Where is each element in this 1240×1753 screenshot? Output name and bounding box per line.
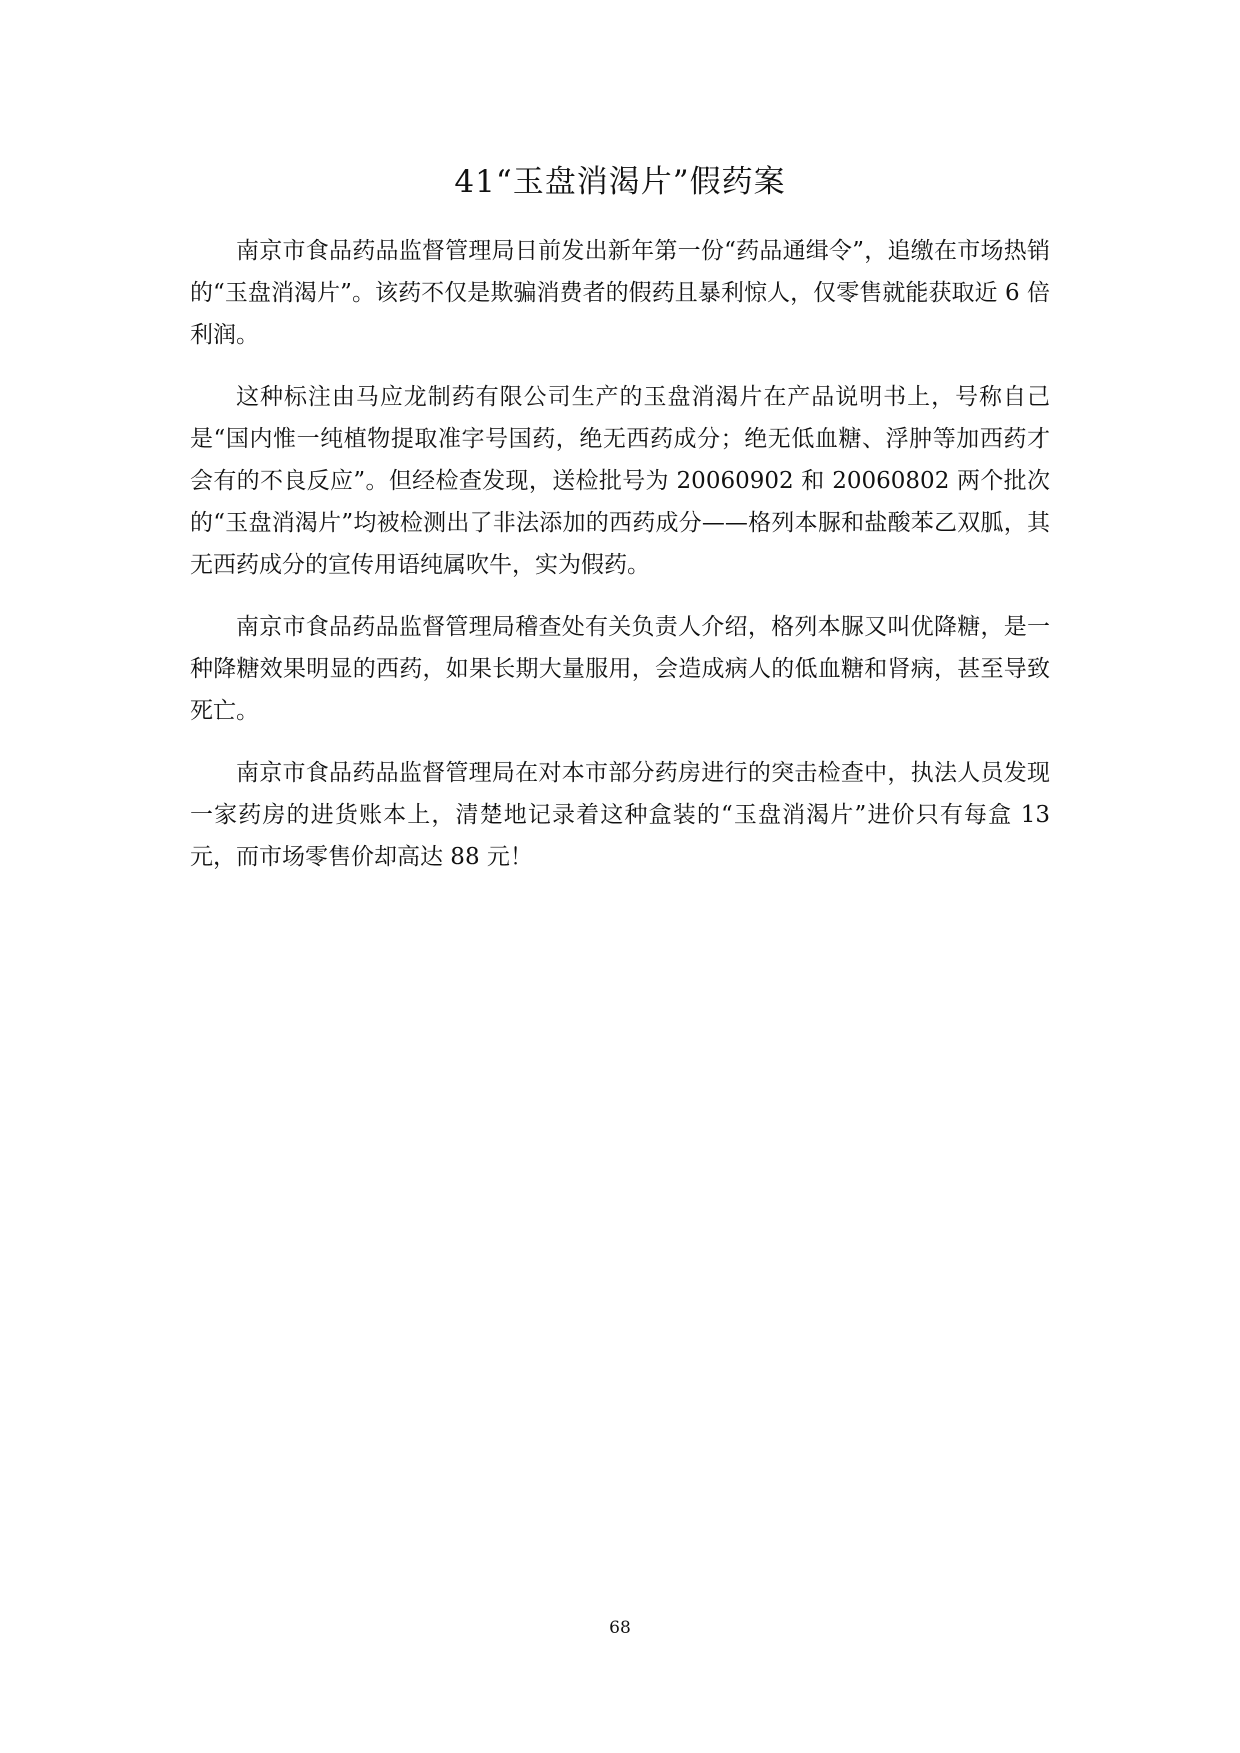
article-title: 41“玉盘消渴片”假药案 xyxy=(454,164,786,200)
page-number: 68 xyxy=(609,1618,631,1638)
paragraph-4: 南京市食品药品监督管理局在对本市部分药房进行的突击检查中，执法人员发现一家药房的进货账本上，清楚地记录着这种盒装的“玉盘消渴片”进价只有每盒 13 元，而市场零售价却高达 88 元！ xyxy=(190,760,1050,870)
paragraph-2: 这种标注由马应龙制药有限公司生产的玉盘消渴片在产品说明书上，号称自己是“国内惟一纯植物提取准字号国药，绝无西药成分；绝无低血糖、浮肿等加西药才会有的不良反应”。但经检查发现，送检批号为 20060902 和 20060802 两个批次的“玉盘消渴片”均被检测出了非法添加的西药成分——格列本脲和盐酸苯乙双胍，其无西药成分的宣传用语纯属吹牛，实为假药。 xyxy=(190,384,1050,578)
article-body xyxy=(190,230,1050,898)
paragraph-1: 南京市食品药品监督管理局日前发出新年第一份“药品通缉令”，追缴在市场热销的“玉盘消渴片”。该药不仅是欺骗消费者的假药且暴利惊人，仅零售就能获取近 6 倍利润。 xyxy=(190,238,1050,348)
paragraph-3: 南京市食品药品监督管理局稽查处有关负责人介绍，格列本脲又叫优降糖，是一种降糖效果明显的西药，如果长期大量服用，会造成病人的低血糖和肾病，甚至导致死亡。 xyxy=(190,614,1050,724)
